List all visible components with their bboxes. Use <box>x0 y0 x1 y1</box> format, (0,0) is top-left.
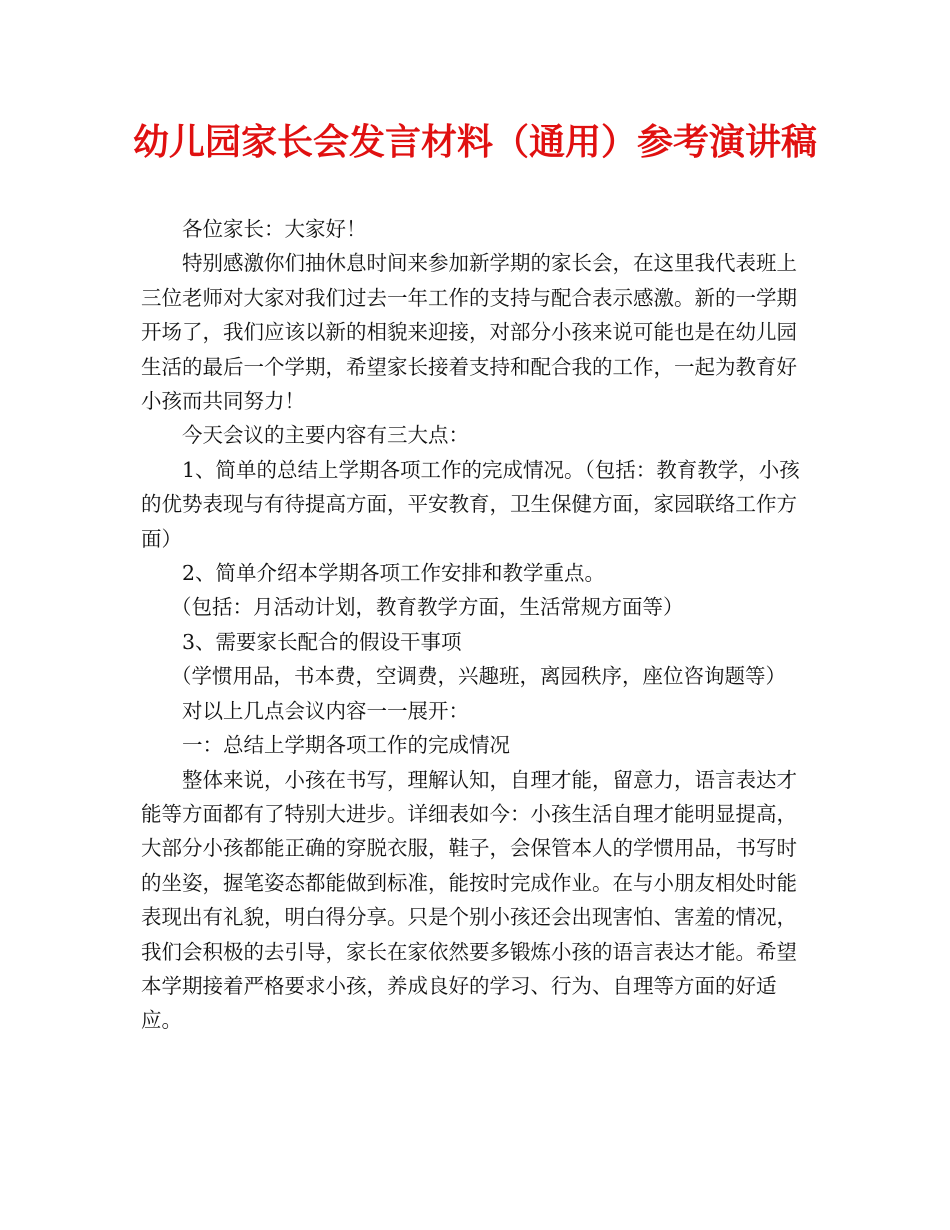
greeting: 各位家长：大家好！ <box>182 217 367 241</box>
agenda-item-2-detail: （包括：月活动计划，教育教学方面，生活常规方面等） <box>171 595 684 620</box>
document-body <box>141 212 811 1038</box>
summary-paragraph: 整体来说，小孩在书写，理解认知，自理才能，留意力，语言表达才能等方面都有了特别大进步。详细表如今：小孩生活自理才能明显提高，大部分小孩都能正确的穿脱衣服，鞋子，会保管本人的学惯用品，书写时的坐姿，握笔姿态都能做到标准，能按时完成作业。在与小朋友相处时能表现出有礼貌，明白得分享。只是个别小孩还会出现害怕、害羞的情况，我们会积极的去引导，家长在家依然要多锻炼小孩的语言表达才能。希望本学期接着严格要求小孩，养成良好的学习、行为、自理等方面的好适应。 <box>141 767 797 1033</box>
intro-paragraph: 特别感激你们抽休息时间来参加新学期的家长会，在这里我代表班上三位老师对大家对我们过去一年工作的支持与配合表示感激。新的一学期开场了，我们应该以新的相貌来迎接，对部分小孩来说可能也是在幼儿园生活的最后一个学期，希望家长接着支持和配合我的工作，一起为教育好小孩而共同努力！ <box>141 251 797 414</box>
agenda-item-2: 2、简单介绍本学期各项工作安排和教学重点。 <box>182 561 606 586</box>
agenda-item-1: 1、简单的总结上学期各项工作的完成情况。（包括：教育教学，小孩的优势表现与有待提高方面，平安教育，卫生保健方面，家园联络工作方面） <box>141 457 800 551</box>
agenda-item-3: 3、需要家长配合的假设干事项 <box>182 629 462 654</box>
section-heading-1: 一：总结上学期各项工作的完成情况 <box>182 733 510 758</box>
agenda-heading: 今天会议的主要内容有三大点： <box>182 423 469 448</box>
agenda-item-3-detail: （学惯用品，书本费，空调费，兴趣班，离园秩序，座位咨询题等） <box>171 664 786 689</box>
document-title: 幼儿园家长会发言材料（通用）参考演讲稿 <box>132 122 817 163</box>
transition-paragraph: 对以上几点会议内容一一展开： <box>182 698 469 723</box>
